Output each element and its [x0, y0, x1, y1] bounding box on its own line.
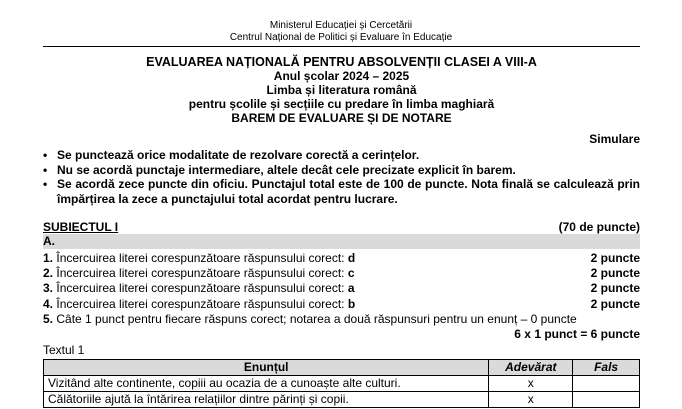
exam-title: EVALUAREA NAȚIONALĂ PENTRU ABSOLVENȚII CLASEI A VIII-A — [146, 55, 537, 69]
false-cell — [573, 392, 640, 408]
answer-item: 3. Încercuirea literei corespunzătoare răspunsului corect: a 2 puncte — [43, 281, 640, 296]
school-year: Anul școlar 2024 – 2025 — [273, 69, 410, 83]
correct-answer: d — [347, 251, 356, 265]
true-false-table — [43, 359, 640, 408]
subject-heading — [43, 220, 640, 234]
table-row — [44, 376, 640, 392]
text-label: Textul 1 — [43, 343, 85, 357]
statement-cell: Călătoriile ajută la întărirea relațiilor dintre părinți și copii. — [44, 392, 489, 408]
correct-answer: a — [347, 281, 355, 296]
bullet-icon: • — [43, 177, 48, 192]
table-header-row — [44, 360, 640, 376]
subject-name: Limba și literatura română — [266, 83, 417, 97]
item-points: 2 puncte — [590, 281, 640, 296]
true-cell: x — [489, 392, 573, 408]
true-header: Adevărat — [489, 360, 573, 376]
rule-item: • Se acordă zece puncte din oficiu. Punctajul total este de 100 de puncte. Nota finală se calculează prin împărțirea la zece a punctajului total acordat pentru lucrare. — [43, 177, 640, 206]
center-name: Centrul Național de Politici și Evaluare în Educație — [229, 32, 453, 43]
rule-item: • Nu se acordă punctaje intermediare, altele decât cele precizate explicit în barem. — [43, 162, 516, 177]
header-divider — [43, 46, 640, 47]
statement-cell: Vizitând alte continente, copiii au ocazia de a cunoaște alte culturi. — [44, 376, 489, 392]
false-header: Fals — [573, 360, 640, 376]
table-row — [44, 392, 640, 408]
answer-item: 4. Încercuirea literei corespunzătoare răspunsului corect: b 2 puncte — [43, 296, 640, 311]
scheme-title: BAREM DE EVALUARE ȘI DE NOTARE — [231, 111, 452, 125]
rule-item: • Se punctează orice modalitate de rezolvare corectă a cerințelor. — [43, 148, 420, 162]
general-rules — [43, 148, 640, 206]
item5-total: 6 x 1 punct = 6 puncte — [514, 327, 640, 342]
ministry-name: Ministerul Educației și Cercetării — [269, 20, 413, 31]
answer-item: 5. Câte 1 punct pentru fiecare răspuns corect; notarea a două răspunsuri pentru un enunț – 0 puncte — [43, 311, 577, 326]
item-points: 2 puncte — [590, 251, 640, 265]
item-points: 2 puncte — [590, 266, 640, 281]
correct-answer: c — [347, 266, 355, 281]
false-cell — [573, 376, 640, 392]
true-cell: x — [489, 376, 573, 392]
bullet-icon: • — [43, 148, 48, 162]
target-schools: pentru școlile și secțiile cu predare în limba maghiară — [188, 97, 495, 111]
subject-label: SUBIECTUL I — [43, 220, 119, 234]
answer-items — [43, 251, 640, 342]
bullet-icon: • — [43, 162, 48, 177]
simulation-label: Simulare — [589, 132, 640, 146]
item-points: 2 puncte — [590, 296, 640, 311]
subject-points: (70 de puncte) — [558, 220, 640, 234]
section-a-heading: A. — [43, 234, 640, 249]
correct-answer: b — [347, 296, 356, 311]
answer-item: 1. Încercuirea literei corespunzătoare răspunsului corect: d 2 puncte — [43, 251, 640, 265]
statement-header: Enunțul — [44, 360, 489, 376]
answer-item: 2. Încercuirea literei corespunzătoare răspunsului corect: c 2 puncte — [43, 266, 640, 281]
